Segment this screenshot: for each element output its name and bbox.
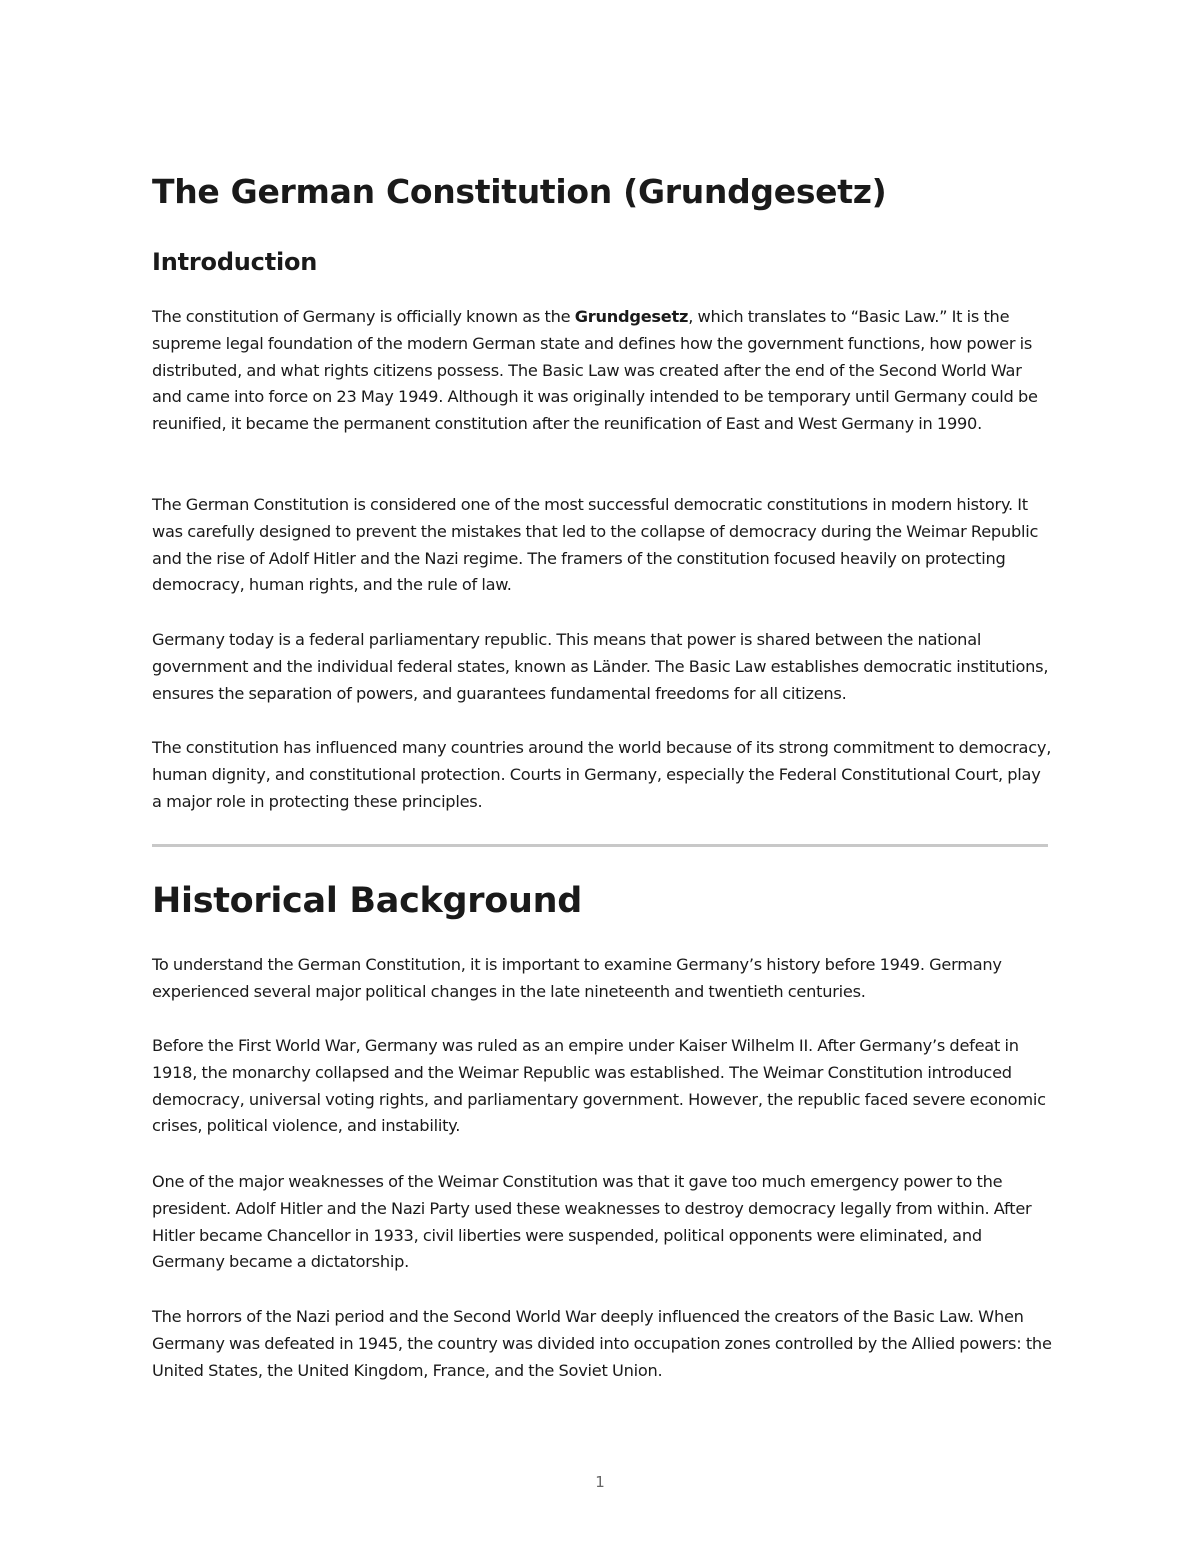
- intro-paragraph-1-rest: , which translates to “Basic Law.” It is the supreme legal foundation of the modern German state and defines how the government functions, how power is distributed, and what rights citizens possess. The Basic Law was created after the end of the Second World War and came into force on 23 May 1949. Although it was originally intended to be temporary until Germany could be reunified, it became the permanent constitution after the reunification of East and West Germany in 1990.: [152, 307, 1038, 434]
- intro-paragraph-3: Germany today is a federal parliamentary republic. This means that power is shared between the national government and the individual federal states, known as Länder. The Basic Law establishes democratic institutions, ensures the separation of powers, and guarantees fundamental freedoms for all citizens.: [152, 630, 1049, 703]
- grundgesetz-bold-term: Grundgesetz: [574, 307, 689, 326]
- history-paragraph-4: The horrors of the Nazi period and the Second World War deeply influenced the creators of the Basic Law. When Germany was defeated in 1945, the country was divided into occupation zones controlled by the Allied powers: the United States, the United Kingdom, France, and the Soviet Union.: [152, 1307, 1052, 1380]
- introduction-heading: Introduction: [152, 248, 318, 276]
- history-paragraph-1: To understand the German Constitution, it is important to examine Germany’s history before 1949. Germany experienced several major political changes in the late nineteenth and twentieth centuries.: [152, 955, 1002, 1001]
- historical-background-heading: Historical Background: [152, 881, 582, 921]
- intro-paragraph-4: The constitution has influenced many countries around the world because of its strong commitment to democracy, human dignity, and constitutional protection. Courts in Germany, especially the Federal Constitutional Court, play a major role in protecting these principles.: [152, 738, 1052, 811]
- section-divider: [152, 844, 1048, 847]
- intro-paragraph-1: [152, 304, 1052, 438]
- page-number: 1: [595, 1473, 605, 1491]
- document-title: The German Constitution (Grundgesetz): [152, 172, 887, 211]
- history-paragraph-3: One of the major weaknesses of the Weimar Constitution was that it gave too much emergency power to the president. Adolf Hitler and the Nazi Party used these weaknesses to destroy democracy legally from within. After Hitler became Chancellor in 1933, civil liberties were suspended, political opponents were eliminated, and Germany became a dictatorship.: [152, 1172, 1032, 1272]
- intro-paragraph-2: The German Constitution is considered one of the most successful democratic constitutions in modern history. It was carefully designed to prevent the mistakes that led to the collapse of democracy during the Weimar Republic and the rise of Adolf Hitler and the Nazi regime. The framers of the constitution focused heavily on protecting democracy, human rights, and the rule of law.: [152, 495, 1039, 595]
- intro-paragraph-1-start: The constitution of Germany is officially known as the: [152, 307, 575, 326]
- history-paragraph-2: Before the First World War, Germany was ruled as an empire under Kaiser Wilhelm II. After Germany’s defeat in 1918, the monarchy collapsed and the Weimar Republic was established. The Weimar Constitution introduced democracy, universal voting rights, and parliamentary government. However, the republic faced severe economic crises, political violence, and instability.: [152, 1036, 1046, 1136]
